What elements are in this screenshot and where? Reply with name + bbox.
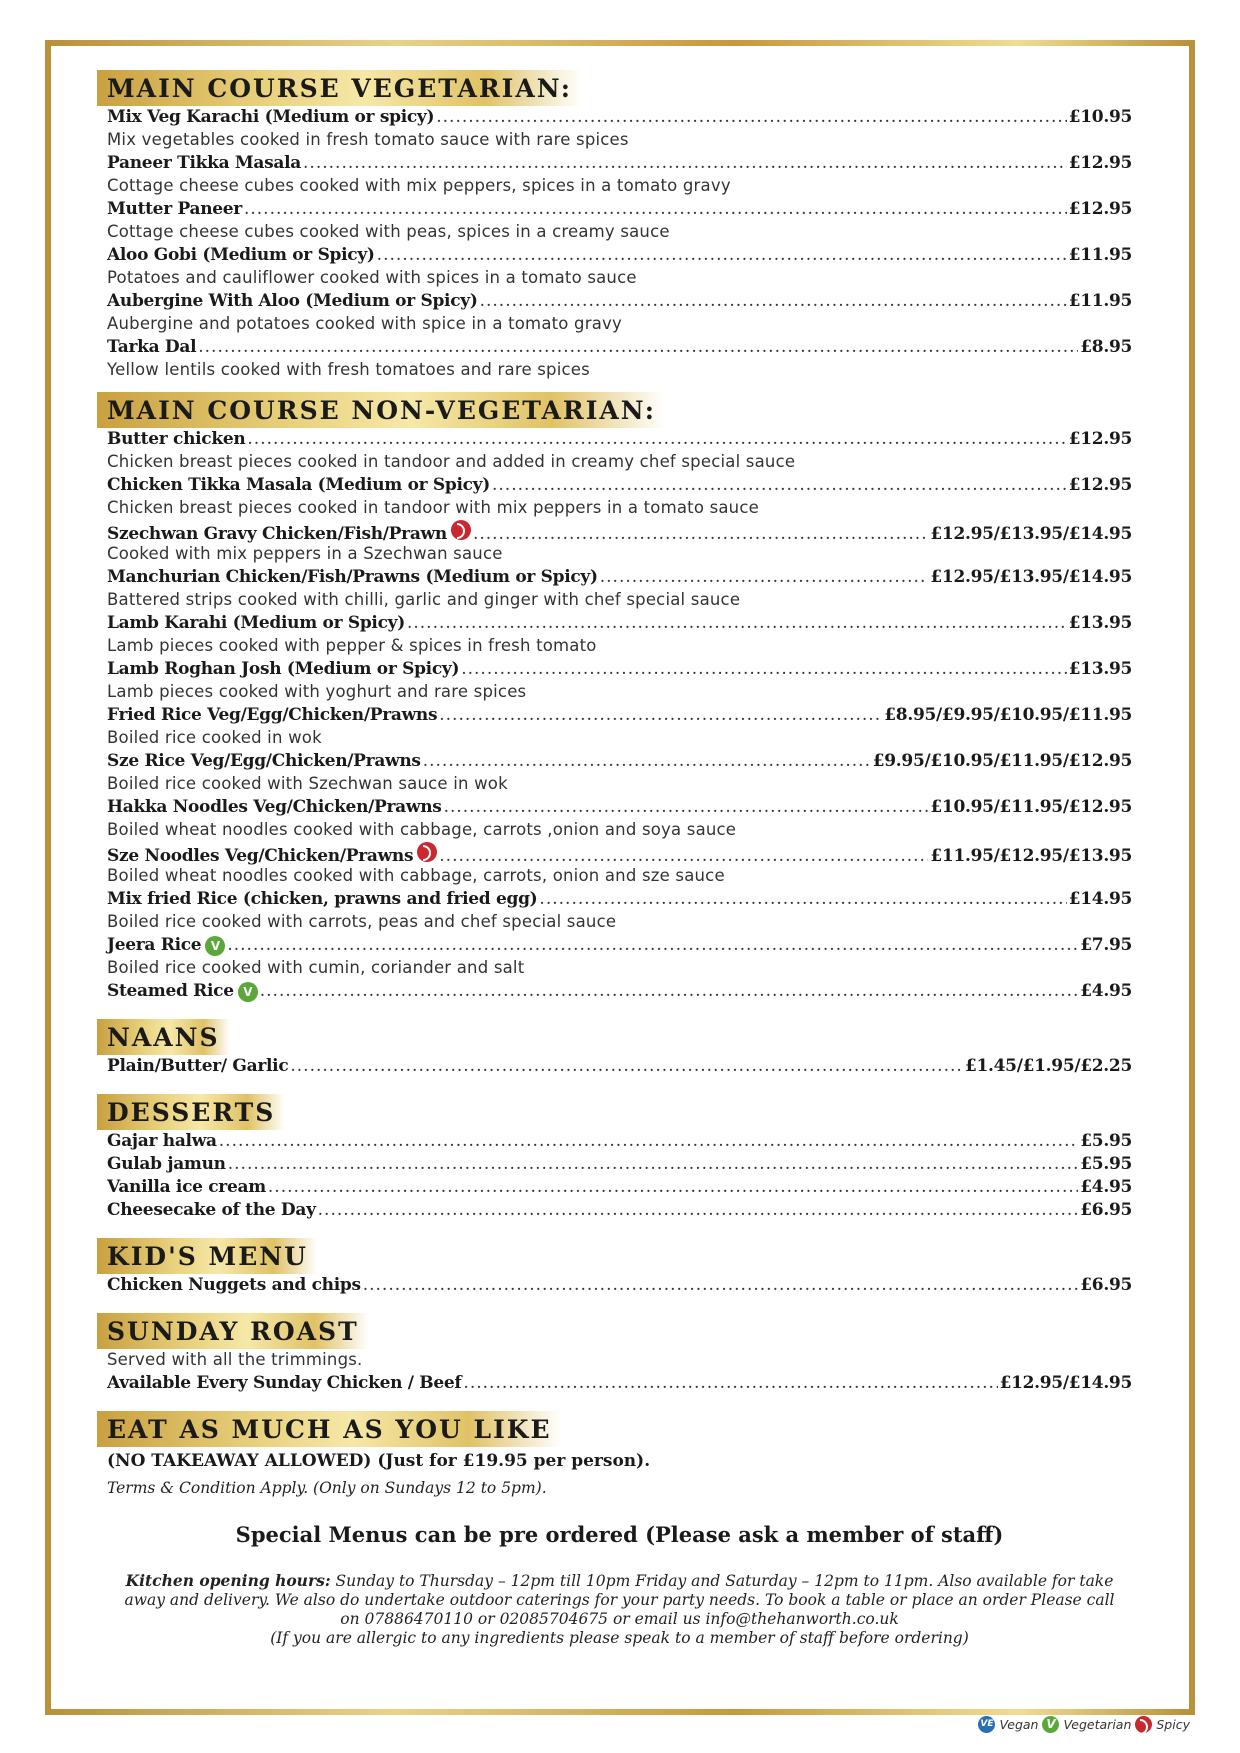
section-sunday-roast bbox=[107, 1313, 1132, 1395]
item-name: Cheesecake of the Day bbox=[107, 1200, 316, 1220]
section-desserts bbox=[107, 1094, 1132, 1222]
item-description: Boiled rice cooked in wok bbox=[107, 728, 322, 747]
section-heading: MAIN COURSE NON-VEGETARIAN: bbox=[97, 392, 666, 428]
menu-content bbox=[107, 70, 1132, 1648]
menu-item bbox=[107, 704, 1132, 727]
vegan-icon: VE bbox=[978, 1716, 995, 1733]
allergy-note: (If you are allergic to any ingredients please speak to a member of staff before ordering) bbox=[270, 1629, 969, 1647]
section-heading: MAIN COURSE VEGETARIAN: bbox=[97, 70, 582, 106]
section-heading: DESSERTS bbox=[97, 1094, 285, 1130]
menu-item bbox=[107, 750, 1132, 773]
item-name: Lamb Karahi (Medium or Spicy) bbox=[107, 613, 405, 633]
section-eat-as-much bbox=[107, 1411, 1132, 1501]
menu-item bbox=[107, 1130, 1132, 1153]
item-name: Sze Rice Veg/Egg/Chicken/Prawns bbox=[107, 751, 421, 771]
item-price: £11.95 bbox=[1068, 245, 1132, 265]
item-name: Aubergine With Aloo (Medium or Spicy) bbox=[107, 291, 478, 311]
eat-terms: Terms & Condition Apply. (Only on Sundays 12 to 5pm). bbox=[107, 1479, 547, 1497]
eat-note: (NO TAKEAWAY ALLOWED) (Just for £19.95 per person). bbox=[107, 1451, 651, 1471]
item-price: £10.95 bbox=[1068, 107, 1132, 127]
menu-item bbox=[107, 934, 1132, 957]
item-description: Battered strips cooked with chilli, garlic and ginger with chef special sauce bbox=[107, 590, 741, 609]
item-description: Cooked with mix peppers in a Szechwan sauce bbox=[107, 544, 503, 563]
menu-item bbox=[107, 980, 1132, 1003]
item-price: £14.95 bbox=[1068, 889, 1132, 909]
menu-item bbox=[107, 520, 1132, 543]
item-name: Available Every Sunday Chicken / Beef bbox=[107, 1373, 462, 1393]
menu-item bbox=[107, 1153, 1132, 1176]
section-main-course-non-vegetarian bbox=[107, 392, 1132, 1003]
menu-item bbox=[107, 1176, 1132, 1199]
item-description: Boiled rice cooked with cumin, coriander and salt bbox=[107, 958, 525, 977]
item-name: Hakka Noodles Veg/Chicken/Prawns bbox=[107, 797, 442, 817]
section-main-course-vegetarian bbox=[107, 70, 1132, 382]
item-description: Lamb pieces cooked with yoghurt and rare spices bbox=[107, 682, 527, 701]
item-price: £12.95 bbox=[1068, 153, 1132, 173]
menu-item bbox=[107, 106, 1132, 129]
menu-item bbox=[107, 796, 1132, 819]
menu-item bbox=[107, 198, 1132, 221]
item-description: Lamb pieces cooked with pepper & spices in fresh tomato bbox=[107, 636, 597, 655]
item-name: Szechwan Gravy Chicken/Fish/Prawn bbox=[107, 524, 447, 544]
item-price: £8.95 bbox=[1080, 337, 1132, 357]
sunday-note: Served with all the trimmings. bbox=[107, 1350, 363, 1369]
menu-item bbox=[107, 1199, 1132, 1222]
vegetarian-icon: V bbox=[238, 982, 258, 1002]
vegetarian-icon: V bbox=[205, 936, 225, 956]
item-description: Mix vegetables cooked in fresh tomato sauce with rare spices bbox=[107, 130, 629, 149]
item-price: £12.95/£13.95/£14.95 bbox=[930, 524, 1132, 544]
item-description: Yellow lentils cooked with fresh tomatoes and rare spices bbox=[107, 360, 590, 379]
menu-item bbox=[107, 152, 1132, 175]
menu-item bbox=[107, 428, 1132, 451]
item-price: £4.95 bbox=[1080, 981, 1132, 1001]
item-description: Boiled wheat noodles cooked with cabbage, carrots ,onion and soya sauce bbox=[107, 820, 737, 839]
legend-spicy-label: Spicy bbox=[1156, 1717, 1190, 1732]
item-name: Paneer Tikka Masala bbox=[107, 153, 302, 173]
menu-item bbox=[107, 842, 1132, 865]
footer-info bbox=[107, 1571, 1132, 1648]
item-name: Manchurian Chicken/Fish/Prawns (Medium or Spicy) bbox=[107, 567, 598, 587]
item-name: Gajar halwa bbox=[107, 1131, 217, 1151]
menu-item bbox=[107, 658, 1132, 681]
item-price: £13.95 bbox=[1068, 613, 1132, 633]
item-name: Jeera Rice bbox=[107, 935, 202, 955]
item-price: £11.95 bbox=[1068, 291, 1132, 311]
item-name: Fried Rice Veg/Egg/Chicken/Prawns bbox=[107, 705, 438, 725]
hours-text: Sunday to Thursday – 12pm till 10pm Friday and Saturday – 12pm to 11pm. Also available for take away and delivery. We also do undertake outdoor caterings for your party needs. To book a table or place an order Please call on 07886470110 or 02085704675 or email us info@thehanworth.co.uk bbox=[124, 1572, 1115, 1628]
legend-vegan-label: Vegan bbox=[999, 1717, 1039, 1732]
item-price: £6.95 bbox=[1080, 1275, 1132, 1295]
section-heading: NAANS bbox=[97, 1019, 230, 1055]
item-description: Boiled wheat noodles cooked with cabbage, carrots, onion and sze sauce bbox=[107, 866, 725, 885]
spicy-icon bbox=[417, 842, 437, 862]
section-heading: EAT AS MUCH AS YOU LIKE bbox=[97, 1411, 562, 1447]
item-name: Chicken Nuggets and chips bbox=[107, 1275, 361, 1295]
menu-item bbox=[107, 1372, 1132, 1395]
menu-item bbox=[107, 1274, 1132, 1297]
item-name: Aloo Gobi (Medium or Spicy) bbox=[107, 245, 375, 265]
item-name: Chicken Tikka Masala (Medium or Spicy) bbox=[107, 475, 490, 495]
item-name: Gulab jamun bbox=[107, 1154, 226, 1174]
vegetarian-icon: V bbox=[1042, 1716, 1059, 1733]
dietary-legend bbox=[978, 1716, 1190, 1733]
item-description: Cottage cheese cubes cooked with peas, spices in a creamy sauce bbox=[107, 222, 670, 241]
item-price: £13.95 bbox=[1068, 659, 1132, 679]
item-name: Mix Veg Karachi (Medium or spicy) bbox=[107, 107, 435, 127]
menu-item bbox=[107, 888, 1132, 911]
item-price: £12.95 bbox=[1068, 429, 1132, 449]
spicy-icon bbox=[451, 520, 471, 540]
item-name: Lamb Roghan Josh (Medium or Spicy) bbox=[107, 659, 460, 679]
item-price: £5.95 bbox=[1080, 1131, 1132, 1151]
section-heading: KID'S MENU bbox=[97, 1238, 318, 1274]
item-price: £1.45/£1.95/£2.25 bbox=[964, 1056, 1132, 1076]
spicy-icon bbox=[1135, 1716, 1152, 1733]
item-price: £10.95/£11.95/£12.95 bbox=[930, 797, 1132, 817]
item-price: £12.95/£13.95/£14.95 bbox=[930, 567, 1132, 587]
item-name: Mix fried Rice (chicken, prawns and fried egg) bbox=[107, 889, 538, 909]
section-naans bbox=[107, 1019, 1132, 1078]
section-kids-menu bbox=[107, 1238, 1132, 1297]
item-description: Chicken breast pieces cooked in tandoor with mix peppers in a tomato sauce bbox=[107, 498, 759, 517]
item-price: £8.95/£9.95/£10.95/£11.95 bbox=[884, 705, 1132, 725]
item-price: £6.95 bbox=[1080, 1200, 1132, 1220]
item-name: Sze Noodles Veg/Chicken/Prawns bbox=[107, 846, 414, 866]
item-price: £12.95 bbox=[1068, 199, 1132, 219]
menu-item bbox=[107, 290, 1132, 313]
item-name: Tarka Dal bbox=[107, 337, 197, 357]
item-description: Cottage cheese cubes cooked with mix peppers, spices in a tomato gravy bbox=[107, 176, 731, 195]
item-name: Mutter Paneer bbox=[107, 199, 242, 219]
item-name: Butter chicken bbox=[107, 429, 246, 449]
special-menus-note: Special Menus can be pre ordered (Please ask a member of staff) bbox=[235, 1522, 1004, 1547]
menu-item bbox=[107, 474, 1132, 497]
item-price: £4.95 bbox=[1080, 1177, 1132, 1197]
hours-label: Kitchen opening hours: bbox=[125, 1571, 331, 1590]
item-price: £5.95 bbox=[1080, 1154, 1132, 1174]
menu-item bbox=[107, 1055, 1132, 1078]
menu-item bbox=[107, 612, 1132, 635]
item-description: Chicken breast pieces cooked in tandoor and added in creamy chef special sauce bbox=[107, 452, 796, 471]
item-price: £12.95 bbox=[1068, 475, 1132, 495]
item-price: £12.95/£14.95 bbox=[999, 1373, 1132, 1393]
item-description: Boiled rice cooked with carrots, peas and chef special sauce bbox=[107, 912, 617, 931]
item-name: Plain/Butter/ Garlic bbox=[107, 1056, 289, 1076]
item-price: £7.95 bbox=[1080, 935, 1132, 955]
item-name: Steamed Rice bbox=[107, 981, 234, 1001]
section-heading: SUNDAY ROAST bbox=[97, 1313, 369, 1349]
menu-item bbox=[107, 566, 1132, 589]
menu-item bbox=[107, 336, 1132, 359]
item-price: £11.95/£12.95/£13.95 bbox=[930, 846, 1132, 866]
item-price: £9.95/£10.95/£11.95/£12.95 bbox=[872, 751, 1132, 771]
legend-vegetarian-label: Vegetarian bbox=[1063, 1717, 1132, 1732]
menu-item bbox=[107, 244, 1132, 267]
item-description: Boiled rice cooked with Szechwan sauce in wok bbox=[107, 774, 508, 793]
item-description: Potatoes and cauliflower cooked with spices in a tomato sauce bbox=[107, 268, 637, 287]
item-name: Vanilla ice cream bbox=[107, 1177, 266, 1197]
item-description: Aubergine and potatoes cooked with spice in a tomato gravy bbox=[107, 314, 622, 333]
